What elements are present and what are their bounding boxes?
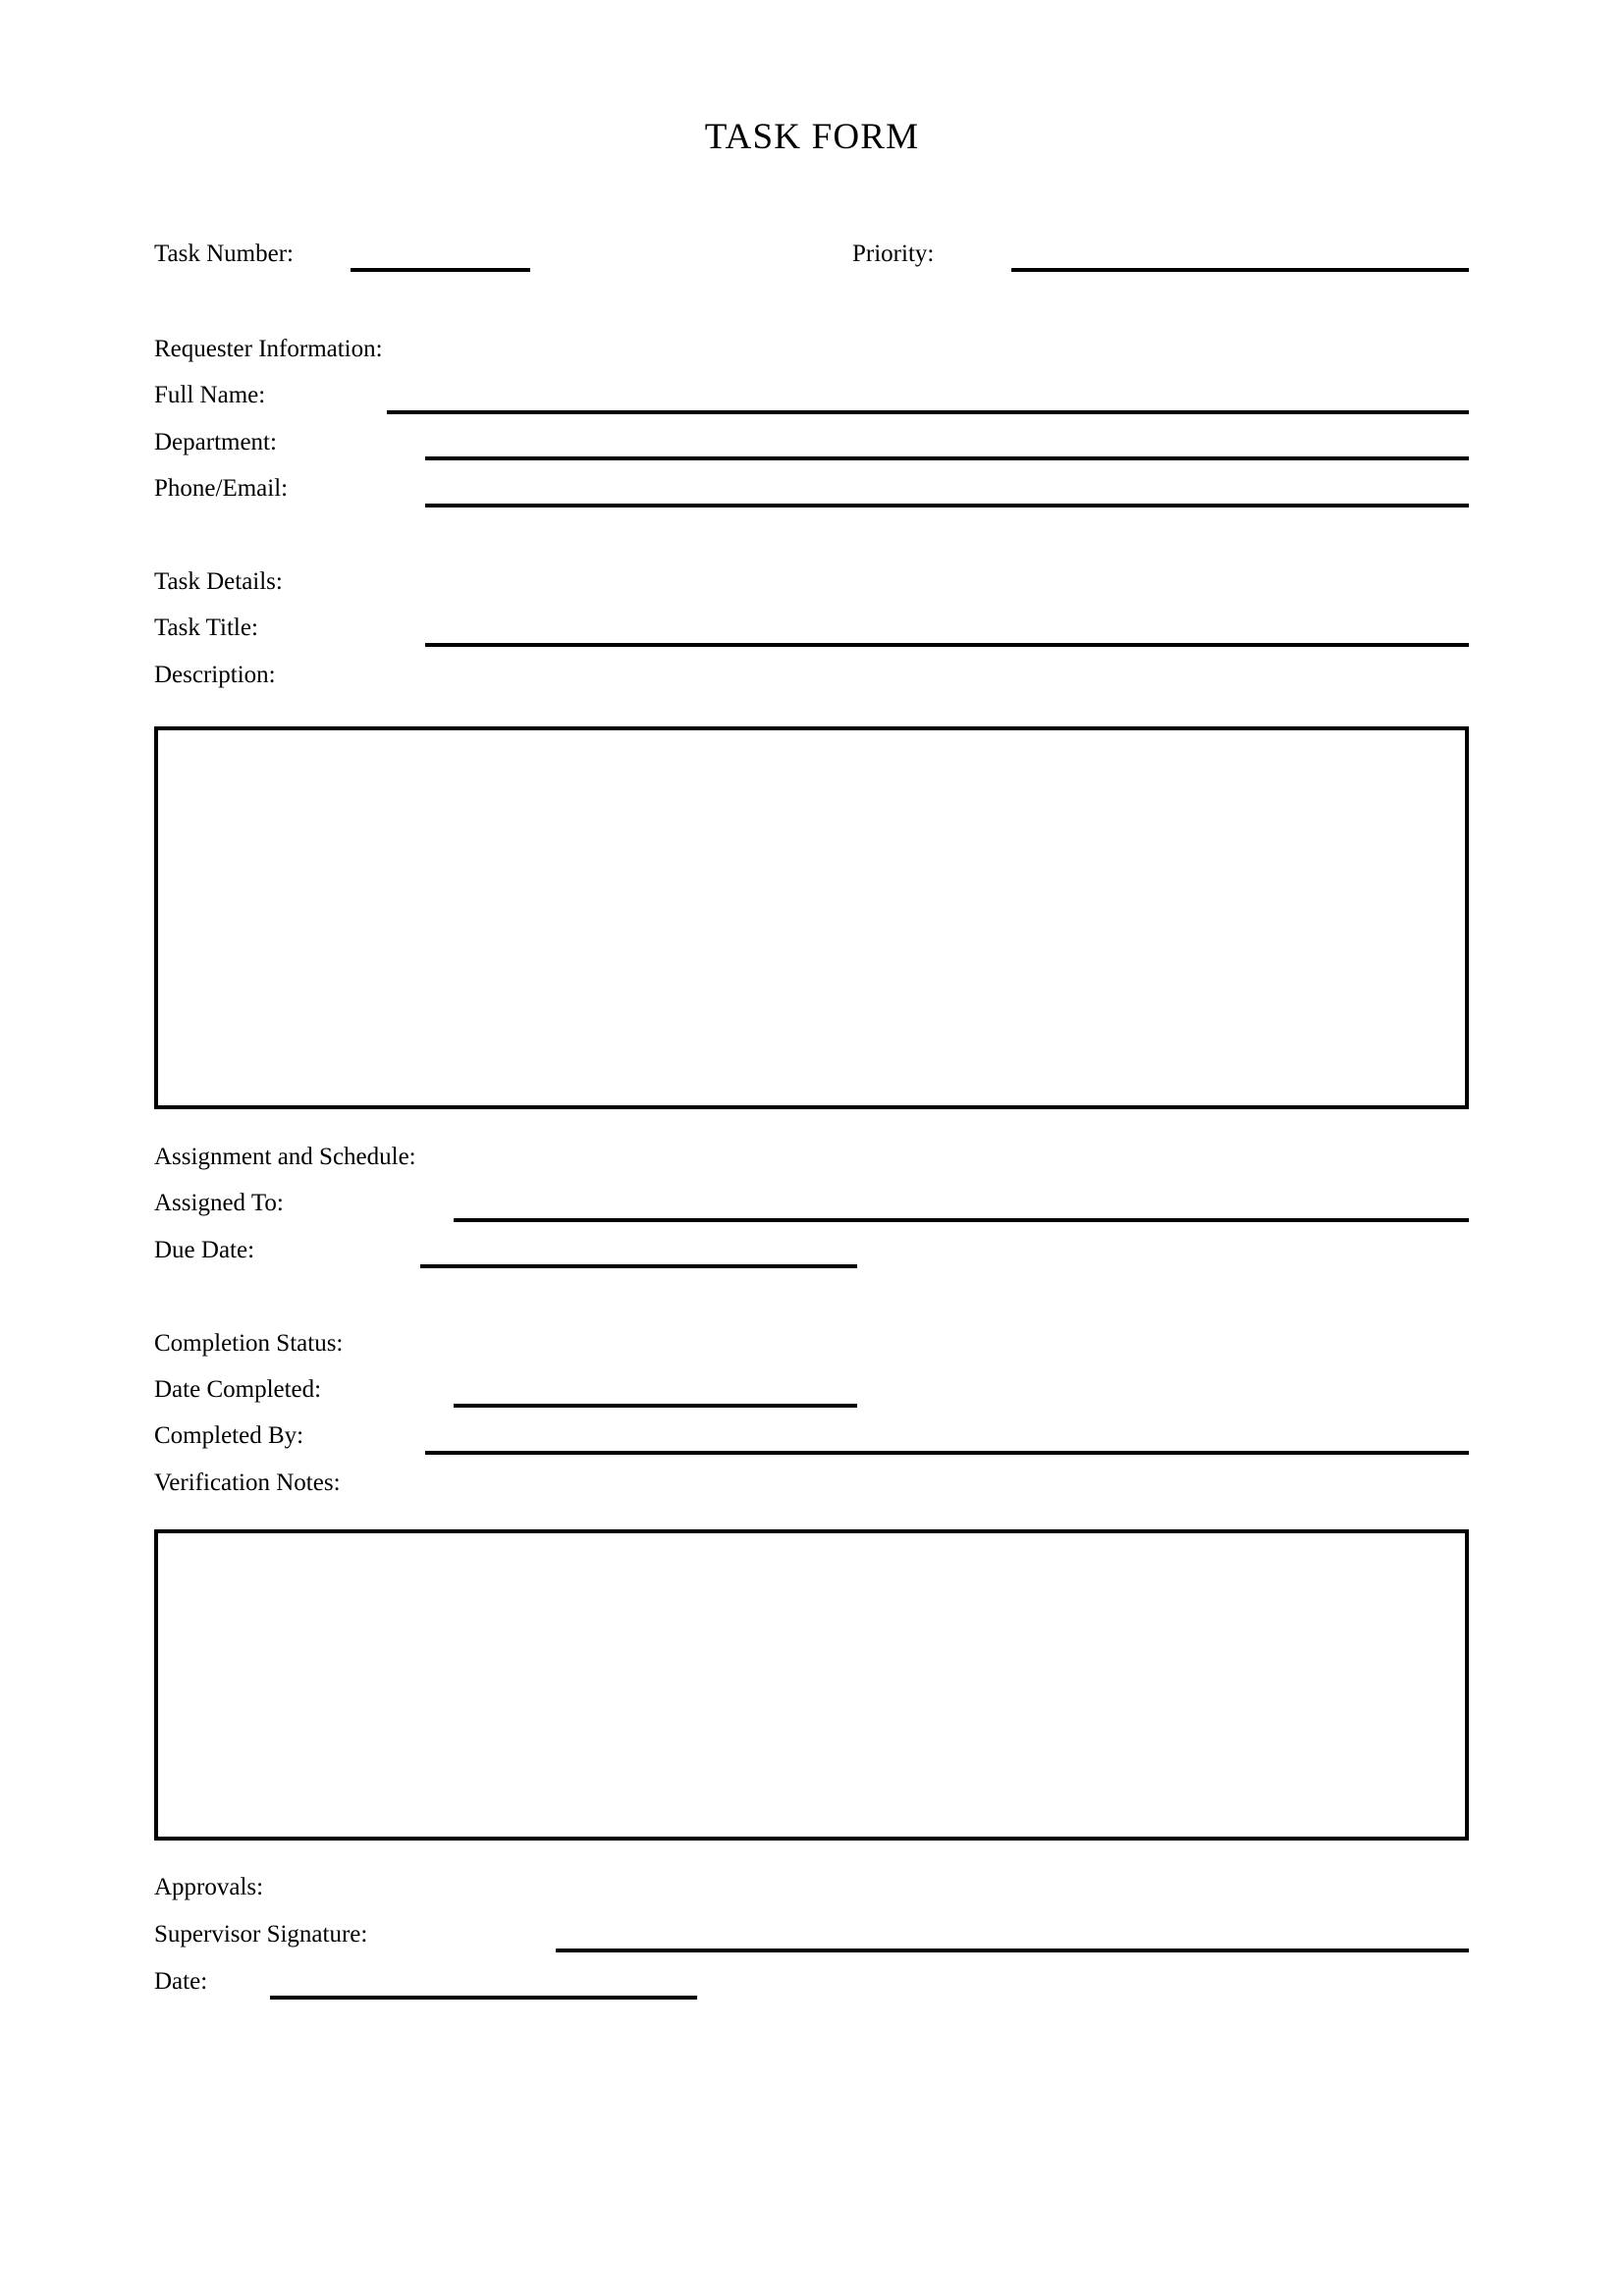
completion-status-heading: Completion Status: bbox=[154, 1330, 344, 1357]
department-input[interactable] bbox=[425, 456, 1469, 460]
priority-input[interactable] bbox=[1011, 268, 1469, 272]
task-number-label: Task Number: bbox=[154, 240, 294, 267]
due-date-label: Due Date: bbox=[154, 1237, 255, 1263]
phone-email-input[interactable] bbox=[425, 504, 1469, 507]
completed-by-label: Completed By: bbox=[154, 1422, 304, 1449]
task-title-label: Task Title: bbox=[154, 614, 258, 641]
completed-by-input[interactable] bbox=[425, 1451, 1469, 1455]
full-name-input[interactable] bbox=[387, 410, 1469, 414]
task-title-input[interactable] bbox=[425, 643, 1469, 647]
description-textarea[interactable] bbox=[154, 726, 1469, 1109]
verification-notes-textarea[interactable] bbox=[154, 1529, 1469, 1841]
priority-label: Priority: bbox=[852, 240, 935, 267]
phone-email-label: Phone/Email: bbox=[154, 475, 289, 502]
page-title: TASK FORM bbox=[704, 117, 920, 157]
task-details-heading: Task Details: bbox=[154, 568, 283, 595]
requester-information-heading: Requester Information: bbox=[154, 336, 383, 362]
verification-notes-label: Verification Notes: bbox=[154, 1469, 341, 1496]
date-completed-label: Date Completed: bbox=[154, 1376, 322, 1403]
approval-date-input[interactable] bbox=[270, 1996, 697, 2000]
assigned-to-input[interactable] bbox=[454, 1218, 1469, 1222]
full-name-label: Full Name: bbox=[154, 382, 266, 408]
department-label: Department: bbox=[154, 429, 277, 455]
task-number-input[interactable] bbox=[351, 268, 530, 272]
supervisor-signature-label: Supervisor Signature: bbox=[154, 1921, 368, 1948]
approvals-heading: Approvals: bbox=[154, 1874, 264, 1900]
date-completed-input[interactable] bbox=[454, 1404, 857, 1408]
approval-date-label: Date: bbox=[154, 1968, 208, 1995]
due-date-input[interactable] bbox=[420, 1264, 857, 1268]
assigned-to-label: Assigned To: bbox=[154, 1190, 284, 1216]
assignment-and-schedule-heading: Assignment and Schedule: bbox=[154, 1144, 416, 1170]
supervisor-signature-input[interactable] bbox=[556, 1949, 1469, 1952]
description-label: Description: bbox=[154, 662, 276, 688]
